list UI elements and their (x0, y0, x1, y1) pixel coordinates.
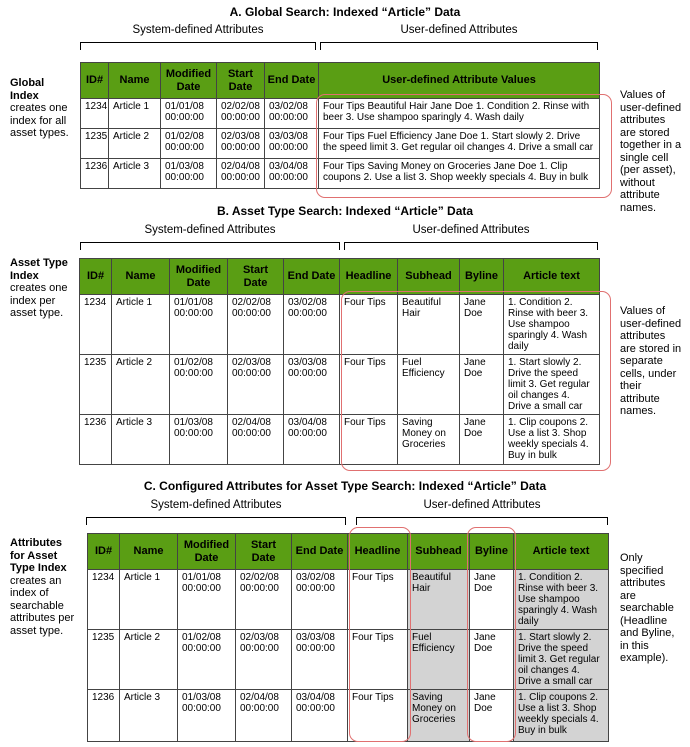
section-a-title: A. Global Search: Indexed “Article” Data (229, 5, 461, 19)
section-c-headline-highlight (349, 527, 411, 742)
section-b-system-bracket (80, 242, 340, 250)
cell-end-date: 03/02/08 00:00:00 (284, 295, 340, 355)
cell-end-date: 03/04/08 00:00:00 (292, 690, 348, 742)
header-id: ID# (81, 63, 109, 99)
cell-article-text: 1. Condition 2. Rinse with beer 3. Use shampoo sparingly 4. Wash daily (504, 295, 600, 355)
section-b-system-label: System-defined Attributes (144, 224, 276, 236)
cell-start-date: 02/02/08 00:00:00 (217, 99, 265, 129)
cell-modified-date: 01/01/08 00:00:00 (170, 295, 228, 355)
cell-start-date: 02/04/08 00:00:00 (228, 415, 284, 465)
header-name: Name (120, 534, 178, 570)
cell-name: Article 3 (109, 159, 161, 189)
section-a-note: Values of user-defined attributes are stored together in a single cell (per asset), without attribute names. (620, 89, 682, 214)
attributes-index-desc: creates an index of searchable attributes per asset type. (10, 574, 75, 637)
cell-subhead: Fuel Efficiency (408, 630, 470, 690)
cell-modified-date: 01/02/08 00:00:00 (170, 355, 228, 415)
header-byline: Byline (460, 259, 504, 295)
cell-subhead: Saving Money on Groceries (408, 690, 470, 742)
cell-modified-date: 01/01/08 00:00:00 (178, 570, 236, 630)
section-a-system-bracket (80, 42, 316, 50)
cell-id: 1236 (88, 690, 120, 742)
cell-headline: Four Tips (348, 630, 408, 690)
global-index-desc: creates one index for all asset types. (10, 102, 69, 139)
header-end-date: End Date (284, 259, 340, 295)
cell-end-date: 03/03/08 00:00:00 (265, 129, 319, 159)
cell-id: 1236 (80, 415, 112, 465)
cell-end-date: 03/03/08 00:00:00 (292, 630, 348, 690)
cell-id: 1234 (88, 570, 120, 630)
section-b-user-label: User-defined Attributes (412, 224, 530, 236)
cell-byline: Jane Doe (460, 295, 504, 355)
section-b-note: Values of user-defined attributes are stored in separate cells, under their attribute names. (620, 305, 682, 417)
cell-start-date: 02/03/08 00:00:00 (236, 630, 292, 690)
cell-article-text: 1. Start slowly 2. Drive the speed limit 3. Get regular oil changes 4. Drive a small car (514, 630, 609, 690)
cell-modified-date: 01/02/08 00:00:00 (178, 630, 236, 690)
cell-end-date: 03/04/08 00:00:00 (265, 159, 319, 189)
cell-end-date: 03/04/08 00:00:00 (284, 415, 340, 465)
cell-name: Article 2 (112, 355, 170, 415)
header-end-date: End Date (292, 534, 348, 570)
section-b-user-bracket (344, 242, 598, 250)
header-byline: Byline (470, 534, 514, 570)
cell-name: Article 3 (120, 690, 178, 742)
attributes-index-title: Attributes for Asset Type Index (10, 537, 67, 574)
section-b-side-label (10, 257, 72, 320)
cell-user-values: Four Tips Fuel Efficiency Jane Doe 1. Start slowly 2. Drive the speed limit 3. Get regular oil changes 4. Drive a small car (319, 129, 600, 159)
cell-id: 1234 (80, 295, 112, 355)
asset-type-index-desc: creates one index per asset type. (10, 282, 68, 319)
cell-byline: Jane Doe (470, 570, 514, 630)
cell-name: Article 2 (109, 129, 161, 159)
cell-name: Article 3 (112, 415, 170, 465)
cell-start-date: 02/02/08 00:00:00 (236, 570, 292, 630)
table-row (88, 630, 609, 690)
cell-subhead: Beautiful Hair (408, 570, 470, 630)
section-c-user-bracket (356, 517, 608, 525)
cell-article-text: 1. Clip coupons 2. Use a list 3. Shop weekly specials 4. Buy in bulk (514, 690, 609, 742)
cell-subhead: Beautiful Hair (398, 295, 460, 355)
cell-subhead: Saving Money on Groceries (398, 415, 460, 465)
cell-byline: Jane Doe (470, 630, 514, 690)
cell-end-date: 03/02/08 00:00:00 (265, 99, 319, 129)
section-a-values-highlight (316, 94, 612, 198)
header-modified-date: Modified Date (178, 534, 236, 570)
header-end-date: End Date (265, 63, 319, 99)
header-article-text: Article text (504, 259, 600, 295)
header-modified-date: Modified Date (161, 63, 217, 99)
cell-name: Article 1 (120, 570, 178, 630)
cell-name: Article 1 (112, 295, 170, 355)
global-index-title: Global Index (10, 77, 45, 102)
header-id: ID# (88, 534, 120, 570)
cell-id: 1235 (81, 129, 109, 159)
header-start-date: Start Date (236, 534, 292, 570)
cell-start-date: 02/03/08 00:00:00 (228, 355, 284, 415)
header-article-text: Article text (514, 534, 609, 570)
section-c-note: Only specified attributes are searchable (Headline and Byline, in this example). (620, 552, 675, 664)
cell-byline: Jane Doe (460, 415, 504, 465)
cell-headline: Four Tips (340, 295, 398, 355)
cell-article-text: 1. Condition 2. Rinse with beer 3. Use shampoo sparingly 4. Wash daily (514, 570, 609, 630)
section-a-system-label: System-defined Attributes (132, 24, 264, 36)
cell-end-date: 03/03/08 00:00:00 (284, 355, 340, 415)
header-subhead: Subhead (408, 534, 470, 570)
section-c-system-label: System-defined Attributes (150, 499, 282, 511)
cell-byline: Jane Doe (460, 355, 504, 415)
cell-modified-date: 01/03/08 00:00:00 (161, 159, 217, 189)
header-user-values: User-defined Attribute Values (319, 63, 600, 99)
section-b-values-highlight (341, 291, 611, 471)
header-name: Name (112, 259, 170, 295)
section-b-title: B. Asset Type Search: Indexed “Article” Data (216, 204, 474, 218)
header-headline: Headline (340, 259, 398, 295)
cell-user-values: Four Tips Beautiful Hair Jane Doe 1. Condition 2. Rinse with beer 3. Use shampoo sparingly 4. Wash daily (319, 99, 600, 129)
header-modified-date: Modified Date (170, 259, 228, 295)
header-id: ID# (80, 259, 112, 295)
cell-end-date: 03/02/08 00:00:00 (292, 570, 348, 630)
header-start-date: Start Date (217, 63, 265, 99)
cell-id: 1235 (80, 355, 112, 415)
cell-start-date: 02/04/08 00:00:00 (217, 159, 265, 189)
section-a-user-bracket (320, 42, 598, 50)
section-c-side-label (10, 537, 76, 637)
cell-byline: Jane Doe (470, 690, 514, 742)
cell-modified-date: 01/01/08 00:00:00 (161, 99, 217, 129)
cell-headline: Four Tips (348, 570, 408, 630)
cell-headline: Four Tips (340, 415, 398, 465)
cell-article-text: 1. Clip coupons 2. Use a list 3. Shop weekly specials 4. Buy in bulk (504, 415, 600, 465)
section-a-side-label (10, 77, 72, 140)
section-c-system-bracket (86, 517, 346, 525)
table-row (88, 690, 609, 742)
cell-user-values: Four Tips Saving Money on Groceries Jane Doe 1. Clip coupons 2. Use a list 3. Shop weekly specials 4. Buy in bulk (319, 159, 600, 189)
cell-modified-date: 01/02/08 00:00:00 (161, 129, 217, 159)
table-row (88, 570, 609, 630)
cell-modified-date: 01/03/08 00:00:00 (170, 415, 228, 465)
asset-type-index-title: Asset Type Index (10, 257, 68, 282)
cell-article-text: 1. Start slowly 2. Drive the speed limit 3. Get regular oil changes 4. Drive a small car (504, 355, 600, 415)
section-c-byline-highlight (467, 527, 516, 742)
header-headline: Headline (348, 534, 408, 570)
section-a-user-label: User-defined Attributes (400, 24, 518, 36)
cell-name: Article 1 (109, 99, 161, 129)
cell-headline: Four Tips (340, 355, 398, 415)
header-start-date: Start Date (228, 259, 284, 295)
cell-id: 1235 (88, 630, 120, 690)
table-header-row (80, 259, 600, 295)
cell-subhead: Fuel Efficiency (398, 355, 460, 415)
cell-modified-date: 01/03/08 00:00:00 (178, 690, 236, 742)
cell-start-date: 02/04/08 00:00:00 (236, 690, 292, 742)
cell-name: Article 2 (120, 630, 178, 690)
section-c-user-label: User-defined Attributes (423, 499, 541, 511)
header-subhead: Subhead (398, 259, 460, 295)
cell-start-date: 02/03/08 00:00:00 (217, 129, 265, 159)
cell-start-date: 02/02/08 00:00:00 (228, 295, 284, 355)
header-name: Name (109, 63, 161, 99)
cell-id: 1234 (81, 99, 109, 129)
cell-headline: Four Tips (348, 690, 408, 742)
section-c-table (87, 533, 609, 742)
table-header-row (88, 534, 609, 570)
section-c-title: C. Configured Attributes for Asset Type Search: Indexed “Article” Data (143, 479, 547, 493)
cell-id: 1236 (81, 159, 109, 189)
